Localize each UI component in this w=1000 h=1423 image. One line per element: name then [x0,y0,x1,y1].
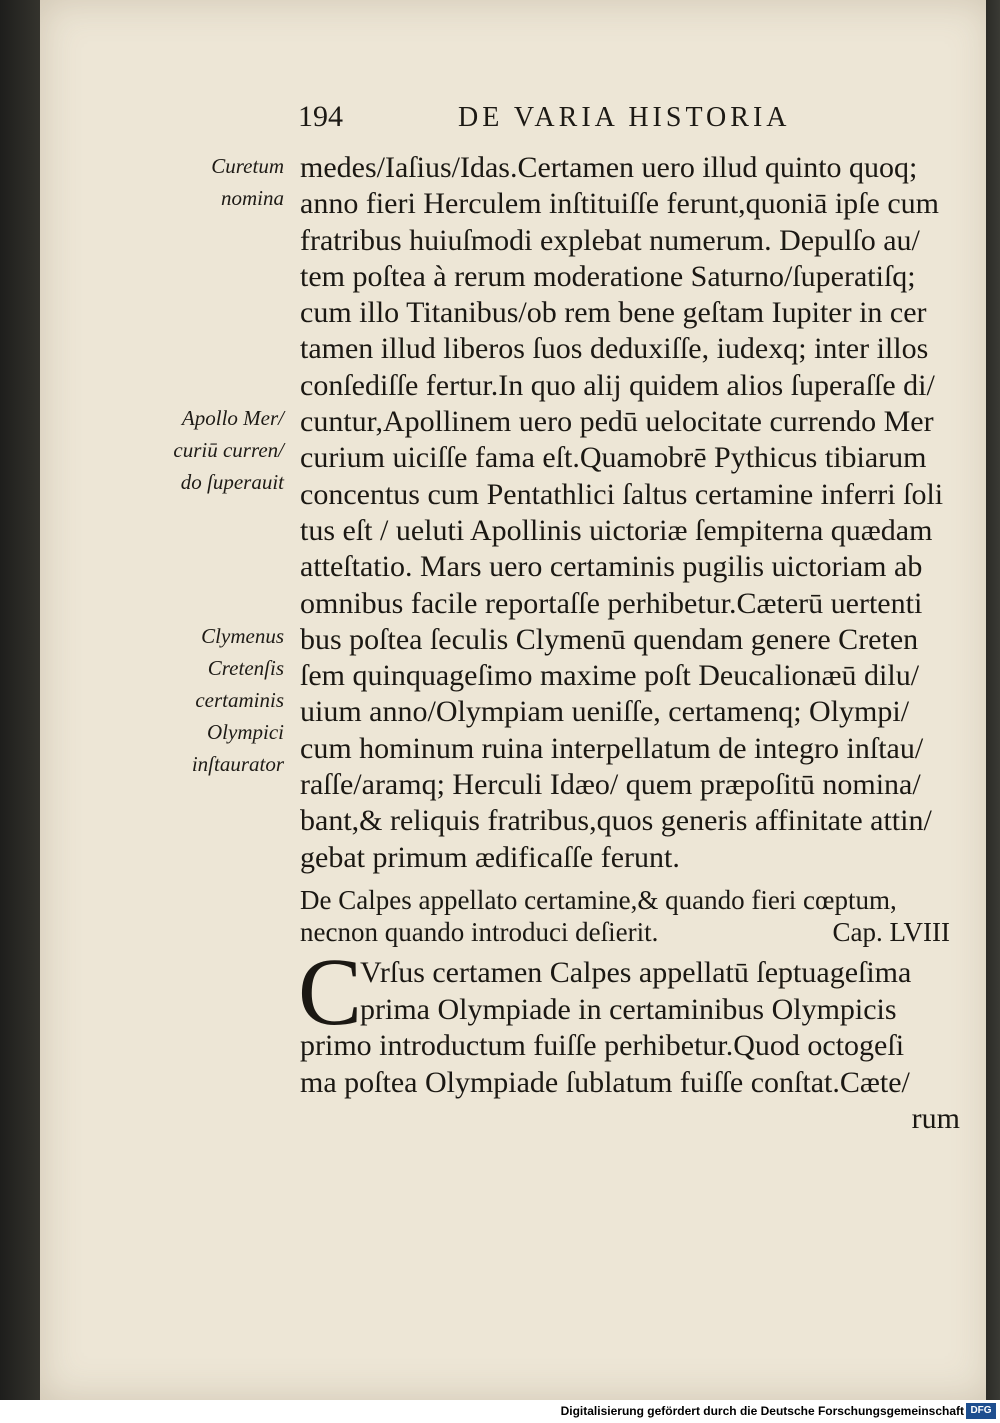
margin-note-line: Clymenus [201,624,284,648]
text-line: ſem quinquageſimo maxime poſt Deucalionæū dilu/ [300,659,920,693]
margin-note-line: Olympici [207,720,284,744]
chapter-text-block [298,938,960,1138]
text-line: medes/Iaſius/Idas.Certamen uero illud quinto quoq; [300,151,918,184]
margin-note-line: inſtaurator [191,752,284,776]
text-line: curium uiciſſe fama eſt.Quamobrē Pythicus tibiarum [300,441,927,475]
text-line: tem poſtea à rerum moderatione Saturno/ſuperatiſq; [300,259,916,293]
margin-note-line: Curetum [211,154,284,178]
chapter-number: Cap. LVIII [832,917,950,947]
text-line: anno fieri Herculem inſtituiſſe ferunt,quoniā ipſe cum [300,187,939,221]
margin-note-line: Apollo Mer/ [181,406,284,430]
text-line: concentus cum Pentathlici ſaltus certamine inferri ſoli [300,477,944,511]
chapter-heading [300,884,950,948]
text-line: conſediſſe fertur.In quo alij quidem alios ſuperaſſe di/ [300,368,935,402]
margin-note-apollo [144,402,284,498]
page-number: 194 [298,100,343,133]
text-line: ma poſtea Olympiade ſublatum fuiſſe conſtat.Cæte/ [300,1065,910,1099]
margin-note-clymenus [144,620,284,780]
book-right-edge [986,0,1000,1400]
margin-note-line: do ſuperauit [180,470,284,494]
chapter-title-line: De Calpes appellato certamine,& quando fieri cœptum, [300,885,897,915]
chapter-title-line: necnon quando introduci deſierit. [300,917,659,947]
text-line: primo introductum fuiſſe perhibetur.Quod octogeſi [300,1029,905,1062]
drop-cap: C [298,938,363,1045]
main-text-block [300,150,960,876]
dfg-logo: DFG [966,1403,996,1419]
text-line: cum illo Titanibus/ob rem bene geſtam Iupiter in cer [300,296,927,330]
footer-credit: Digitalisierung gefördert durch die Deutsche Forschungsgemeinschaft [560,1404,964,1418]
margin-note-line: certaminis [195,688,284,712]
book-left-edge [0,0,40,1400]
text-line: cuntur,Apollinem uero pedū uelocitate currendo Mer [300,405,934,439]
text-line: fratribus huiuſmodi explebat numerum. Depulſo au/ [300,223,920,257]
text-line: bus poſtea ſeculis Clymenū quendam genere Creten [300,622,919,656]
page-header [298,100,828,140]
text-line: atteſtatio. Mars uero certaminis pugilis uictoriam ab [300,550,923,584]
text-line: bant,& reliquis fratribus,quos generis affinitate attin/ [300,804,932,838]
text-line: Vrſus certamen Calpes appellatū ſeptuageſima [360,956,912,989]
text-line: omnibus facile reportaſſe perhibetur.Cæterū uertenti [300,586,923,620]
text-line: prima Olympiade in certaminibus Olympicis [360,992,897,1026]
margin-note-line: curiū curren/ [173,438,284,462]
margin-note-line: Cretenſis [207,656,284,680]
footer-bar [0,1400,1000,1423]
text-line: cum hominum ruina interpellatum de integro inſtau/ [300,731,924,765]
text-line: uium anno/Olympiam ueniſſe, certamenq; Olympi/ [300,695,910,729]
text-line: raſſe/aramq; Herculi Idæo/ quem præpoſitū nomina/ [300,768,921,802]
text-line: gebat primum ædificaſſe ferunt. [300,840,680,874]
margin-note-curetum [144,150,284,214]
text-line: tus eſt / ueluti Apollinis uictoriæ ſempiterna quædam [300,513,933,547]
running-title: DE VARIA HISTORIA [458,102,791,133]
catchword: rum [911,1102,960,1135]
text-line: tamen illud liberos ſuos deduxiſſe, iudexq; inter illos [300,332,929,366]
margin-note-line: nomina [221,186,284,210]
